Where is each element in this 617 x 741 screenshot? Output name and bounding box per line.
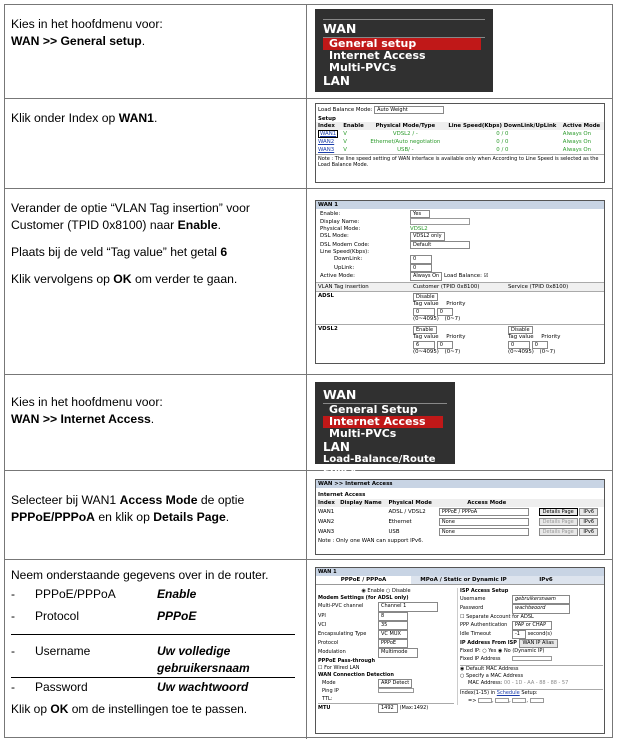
menu-item-general-setup[interactable]: General Setup <box>329 403 418 416</box>
table-row: WAN3 USB None Details Page IPv6 <box>316 527 604 537</box>
mac-address-input[interactable]: 00 - 1D - AA - 88 - 88 - 57 <box>503 680 569 687</box>
pppoe-settings-screenshot: WAN 1 PPPoE / PPPoA MPoA / Static or Dynamic IP IPv6 ◉ Enable ○ Disable Modem Settings (for ADSL only) Multi-PVC channel Channel 1 VPI 8 VCI 35 Encapsulating Type VC MUX Protocol PPPoE Modulation Multimode PPPoE Pass-through ☐ For Wired LAN WAN Connection Detection Mode ARP Detect Ping IP TTL: MTU 1492 (Max:1492) ISP Access Setup Username gebruikersnaam Password wachtwoord ☐ Separate Account for ADSL PPP Authentication PAP or CHAP Idle Timeout -1 second(s) IP Address From ISP WAN IP Alias Fixed IP: ○ Yes ◉ No (Dynamic IP) Fixed IP Address ◉ Default MAC Address ○ Specify a MAC Address MAC Address: 00 - 1D - AA - 88 - 88 - 57 Index(1-15) in Schedule Setup: => , , , <box>315 567 605 734</box>
schedule-input-3[interactable] <box>512 698 526 703</box>
table-row: WAN3 V USB/ - 0 / 0 Always On <box>318 147 592 153</box>
wan-menu-screenshot <box>315 9 493 92</box>
note-text: Note : The line speed setting of WAN interface is available only when According to Line Speed is selected as the Load Balance Mode. <box>316 154 604 169</box>
note-text: Note : Only one WAN can support IPv6. <box>318 538 424 544</box>
adsl-tag-input[interactable]: 0 <box>413 308 435 317</box>
step-row-1 <box>5 5 612 99</box>
tab-pppoe[interactable]: PPPoE / PPPoA <box>316 576 411 584</box>
username-input[interactable]: gebruikersnaam <box>512 595 570 604</box>
display-name-input[interactable] <box>410 218 470 225</box>
vci-input[interactable]: 35 <box>378 621 408 630</box>
instruction-table <box>4 4 613 738</box>
default-mac-radio[interactable]: ◉ <box>460 665 465 672</box>
fixed-ip-no-radio[interactable]: ◉ <box>497 648 503 655</box>
encapsulation-select[interactable]: VC MUX <box>378 630 408 639</box>
wan-menu-screenshot-2 <box>315 382 455 476</box>
wan3-link[interactable]: WAN3 <box>318 147 335 153</box>
step-text: Verander de optie “VLAN Tag insertion” voor Customer (TPID 0x8100) naar Enable. Plaats bij de veld “Tag value” het getal 6 Klik vervolgens op OK om verder te gaan. <box>5 189 307 374</box>
ipv6-button[interactable]: IPv6 <box>579 508 598 516</box>
details-page-button[interactable]: Details Page <box>539 508 578 516</box>
vlan-table: VLAN Tag insertion Customer (TPID 0x8100) Service (TPID 0x8100) ADSL Disable Tag value Priority 0 0 (0~4095) (0~7) VDSL2 Enable Tag value Priority 6 0 (0~4095) (0~7) Disable Tag value Priority 0 0 (0~4095) (0~7) <box>316 282 604 357</box>
breadcrumb: WAN >> Internet Access <box>316 480 604 488</box>
dsl-modem-code-select[interactable]: Default <box>410 241 470 249</box>
step-row-5 <box>5 471 612 560</box>
menu-item-internet-access[interactable]: Internet Access <box>329 49 426 62</box>
access-mode-select[interactable]: None <box>439 528 529 536</box>
menu-item-general-setup[interactable]: General setup <box>323 38 481 50</box>
details-page-button[interactable]: Details Page <box>539 528 578 536</box>
internet-access-table: Index Display Name Physical Mode Access Mode WAN1 ADSL / VDSL2 PPPoE / PPPoA Details Page IPv6 WAN2 Ethernet None Details Page IPv6 WAN3 USB None Details Page IPv6 <box>316 499 604 537</box>
menu-header: WAN <box>323 387 447 404</box>
menu-item-multi-pvcs[interactable]: Multi-PVCs <box>329 61 397 74</box>
detection-mode-select[interactable]: ARP Detect <box>378 679 412 688</box>
step-row-2 <box>5 99 612 189</box>
multi-pvc-select[interactable]: Channel 1 <box>378 602 438 611</box>
service-vlan-select[interactable]: Disable <box>508 326 533 335</box>
schedule-input-4[interactable] <box>530 698 544 703</box>
step-row-3 <box>5 189 612 375</box>
wan-setup-table: Index Enable Physical Mode/Type Line Speed(Kbps) DownLink/UpLink Active Mode WAN1 V VDSL2 / - 0 / 0 Always On WAN2 V Ethernet/Auto negotiation 0 / 0 Always On WAN3 V USB/ - 0 / 0 Always On <box>316 122 604 154</box>
vdsl-priority-input[interactable]: 0 <box>437 341 453 350</box>
ping-ip-input[interactable] <box>378 688 414 693</box>
step-text: Klik onder Index op WAN1. <box>11 111 158 125</box>
vpi-input[interactable]: 8 <box>378 612 408 621</box>
details-page-button[interactable]: Details Page <box>539 518 578 526</box>
mtu-input[interactable]: 1492 <box>378 704 398 713</box>
downlink-input[interactable]: 0 <box>410 255 432 263</box>
step-intro: Kies in het hoofdmenu voor: <box>11 17 163 31</box>
dsl-mode-select[interactable]: VDSL2 only <box>410 232 445 240</box>
active-mode-select[interactable]: Always On <box>410 272 442 280</box>
enable-select[interactable]: Yes <box>410 210 430 218</box>
tab-ipv6[interactable]: IPv6 <box>539 577 553 583</box>
schedule-input-1[interactable] <box>478 698 492 703</box>
protocol-select[interactable]: PPPoE <box>378 639 408 648</box>
internet-access-screenshot: WAN >> Internet Access Internet Access Index Display Name Physical Mode Access Mode WAN1 ADSL / VDSL2 PPPoE / PPPoA Details Page IPv6 WAN2 Ethernet None Details Page IPv6 WAN3 USB None Details Page IPv6 Note : Only one WAN can support IPv6. <box>315 479 605 555</box>
specify-mac-radio[interactable]: ○ <box>460 673 465 680</box>
load-balance-screenshot: Load Balance Mode: Auto Weight Setup Index Enable Physical Mode/Type Line Speed(Kbps) DownLink/UpLink Active Mode WAN1 V VDSL2 / - 0 / 0 Always On WAN2 V Ethernet/Auto negotiation 0 / 0 Always On WAN3 V USB/ - 0 / 0 Always On Note : The line speed setting of WAN interface is available only when According to Line Speed is selected as the Load Balance Mode. <box>315 103 605 183</box>
table-row: WAN1 ADSL / VDSL2 PPPoE / PPPoA Details Page IPv6 <box>316 507 604 517</box>
enable-radio[interactable]: ◉ <box>361 588 366 594</box>
disable-radio[interactable]: ○ <box>386 588 391 594</box>
menu-item-multi-pvcs[interactable]: Multi-PVCs <box>329 427 397 440</box>
step-row-4 <box>5 375 612 476</box>
modulation-select[interactable]: Multimode <box>378 648 418 657</box>
vdsl-tag-input[interactable]: 6 <box>413 341 435 350</box>
separate-account-checkbox[interactable]: ☐ <box>460 613 465 620</box>
list-item: - Password Uw wachtwoord <box>11 677 295 699</box>
fixed-ip-yes-radio[interactable]: ○ <box>482 648 487 655</box>
menu-item-internet-access[interactable]: Internet Access <box>323 416 443 428</box>
menu-item-lan[interactable]: LAN <box>323 74 350 88</box>
table-row: WAN2 Ethernet None Details Page IPv6 <box>316 517 604 527</box>
load-balance-select[interactable]: Auto Weight <box>374 106 444 114</box>
list-item: - PPPoE/PPPoA Enable <box>11 587 197 601</box>
step-text: Kies in het hoofdmenu voor: WAN >> General setup. <box>5 5 307 98</box>
menu-path: WAN >> General setup <box>11 34 142 48</box>
wan1-link[interactable]: WAN1 <box>320 131 337 137</box>
wan2-link[interactable]: WAN2 <box>318 139 335 145</box>
password-input[interactable]: wachtwoord <box>512 604 570 613</box>
list-item: - Username Uw volledige gebruikersnaam <box>11 644 250 675</box>
fixed-ip-input[interactable] <box>512 656 552 661</box>
adsl-vlan-select[interactable]: Disable <box>413 293 438 302</box>
menu-item-lan[interactable]: LAN <box>323 440 350 454</box>
ipv6-button[interactable]: IPv6 <box>579 528 598 536</box>
menu-header: WAN <box>323 19 485 38</box>
menu-item-load-balance[interactable]: Load-Balance/Route Policy <box>323 454 436 476</box>
step-text: Selecteer bij WAN1 Access Mode de optie PPPoE/PPPoA en klik op Details Page. <box>5 471 307 559</box>
access-mode-select[interactable]: None <box>439 518 529 526</box>
access-mode-select[interactable]: PPPoE / PPPoA <box>439 508 529 516</box>
idle-timeout-input[interactable]: -1 <box>512 630 526 639</box>
table-row: WAN2 V Ethernet/Auto negotiation 0 / 0 Always On <box>318 139 592 145</box>
schedule-link[interactable]: Schedule <box>496 690 520 697</box>
vdsl-vlan-select[interactable]: Enable <box>413 326 437 335</box>
service-priority-input[interactable]: 0 <box>532 341 548 350</box>
step-text: Kies in het hoofdmenu voor: WAN >> Internet Access. <box>5 375 307 470</box>
ppp-auth-select[interactable]: PAP or CHAP <box>512 621 552 630</box>
adsl-priority-input[interactable]: 0 <box>437 308 453 317</box>
service-tag-input[interactable]: 0 <box>508 341 530 350</box>
load-balance-checkbox[interactable]: ☑ <box>483 273 489 280</box>
schedule-input-2[interactable] <box>495 698 509 703</box>
step-row-6 <box>5 560 612 739</box>
wan1-settings-screenshot: WAN 1 Enable: Yes Display Name: Physical Mode: VDSL2 DSL Mode: VDSL2 only DSL Modem Code: Default Line Speed(Kbps): DownLink: 0 UpLink: 0 Active Mode: Always On Load Balance: ☑ VLAN Tag insertion Customer (TPID 0x8100) Service (TPID 0x8100) ADSL Disable Tag value Priority 0 0 (0~4095) (0~7) VDSL2 Enable Tag value Priority 6 0 (0~4095) (0~7) Disable Tag value Priority 0 0 (0~4095) (0~7) <box>315 200 605 364</box>
step-text: Neem onderstaande gegevens over in de router. - PPPoE/PPPoA Enable - Protocol PPPoE - Username Uw volledige gebruikersnaam - Password Uw wachtwoord Klik op OK om de instellingen toe te passen. <box>5 560 307 739</box>
wan-ip-alias-button[interactable]: WAN IP Alias <box>519 639 558 648</box>
tab-mpoa[interactable]: MPoA / Static or Dynamic IP <box>420 577 507 583</box>
uplink-input[interactable]: 0 <box>410 264 432 272</box>
list-item: - Protocol PPPoE <box>11 609 197 623</box>
table-row: WAN1 V VDSL2 / - 0 / 0 Always On <box>320 131 592 137</box>
ipv6-button[interactable]: IPv6 <box>579 518 598 526</box>
wired-lan-checkbox[interactable]: ☐ <box>318 664 323 671</box>
